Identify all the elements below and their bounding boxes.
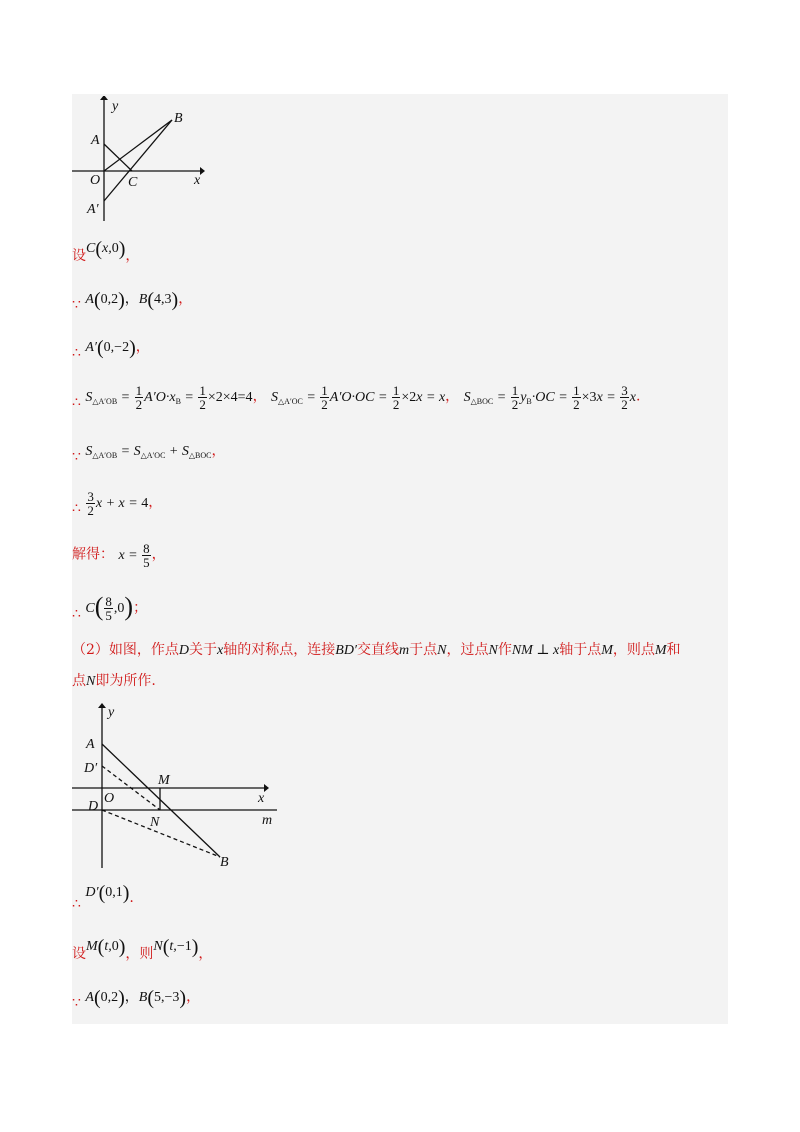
point-a-label: A bbox=[91, 133, 100, 148]
solution-line-11: ∵ A(0,2)，B(5,−3)， bbox=[72, 987, 201, 1011]
x-label: x bbox=[258, 791, 265, 806]
x-arrow-icon bbox=[264, 784, 269, 792]
solution-line-3: ∴ A′(0,−2)， bbox=[72, 337, 150, 361]
point-d-label: D bbox=[88, 799, 99, 814]
solution-line-9: ∴ D′(0,1). bbox=[72, 882, 134, 912]
y-arrow-icon bbox=[100, 96, 108, 100]
x-label: x bbox=[194, 173, 201, 188]
solution-line-5: ∵ $S_{\triangle A'OB} = S_{\triangle A'OC} + S_{\triangle BOC}$， bbox=[72, 443, 226, 465]
solution-line-7: 解得： x = $\frac{8}{5}$ ， bbox=[72, 541, 166, 570]
solution-line-6: ∴ $\frac{3}{2}$ x + x = 4， bbox=[72, 489, 163, 518]
point-b-label: B bbox=[174, 111, 183, 126]
content-panel bbox=[72, 94, 728, 1024]
solution-line-10: 设M(t,0)，则N(t,−1)， bbox=[72, 936, 213, 962]
figure-1-coordinate-diagram bbox=[72, 96, 212, 226]
point-a-label: A bbox=[86, 737, 95, 752]
figure-2-coordinate-diagram bbox=[72, 702, 292, 874]
y-label: y bbox=[112, 99, 119, 114]
y-label: y bbox=[108, 705, 115, 720]
solution-line-1: 设C(x,0)， bbox=[72, 238, 140, 264]
segment-db bbox=[102, 810, 220, 857]
solution-line-8: ∴ C( $\frac{8}{5}$ ,0)； bbox=[72, 592, 148, 624]
solution-line-4: ∴ $S_{\triangle A'OB}$ = $\frac{1}{2}$ $A'O\cdot x_B$ = $\frac{1}{2}$ ×2×4=4， $S_{\triangle A'OC}$ = $\frac{1}{2}$ A′O·OC = $\frac{1}{2}$ ×2x = x， $S_{\triangle BOC}$ = $\frac{1}{2}$ $y_B\cdot OC$ = $\frac{1}{2}$ ×3x = $\frac{3}{2}$ x. bbox=[72, 383, 641, 412]
segment-ab bbox=[102, 744, 220, 857]
point-m-label: M bbox=[158, 773, 170, 788]
line-m-label: m bbox=[262, 813, 273, 828]
x-arrow-icon bbox=[200, 167, 205, 175]
point-c-label: C bbox=[128, 175, 138, 190]
part-2-paragraph: （2）如图，作点D关于x轴的对称点，连接BD′交直线m于点N，过点N作NM ⊥ x轴于点M，则点M和 点N即为所作. bbox=[72, 642, 681, 689]
origin-label: O bbox=[90, 173, 101, 188]
origin-label: O bbox=[104, 791, 115, 806]
solution-line-2: ∵ A(0,2)，B(4,3)， bbox=[72, 289, 193, 313]
point-n-label: N bbox=[150, 815, 160, 830]
y-arrow-icon bbox=[98, 703, 106, 708]
point-d-prime-label: D′ bbox=[84, 761, 98, 776]
point-a-prime-label: A′ bbox=[87, 202, 99, 217]
point-b-label: B bbox=[220, 855, 229, 870]
